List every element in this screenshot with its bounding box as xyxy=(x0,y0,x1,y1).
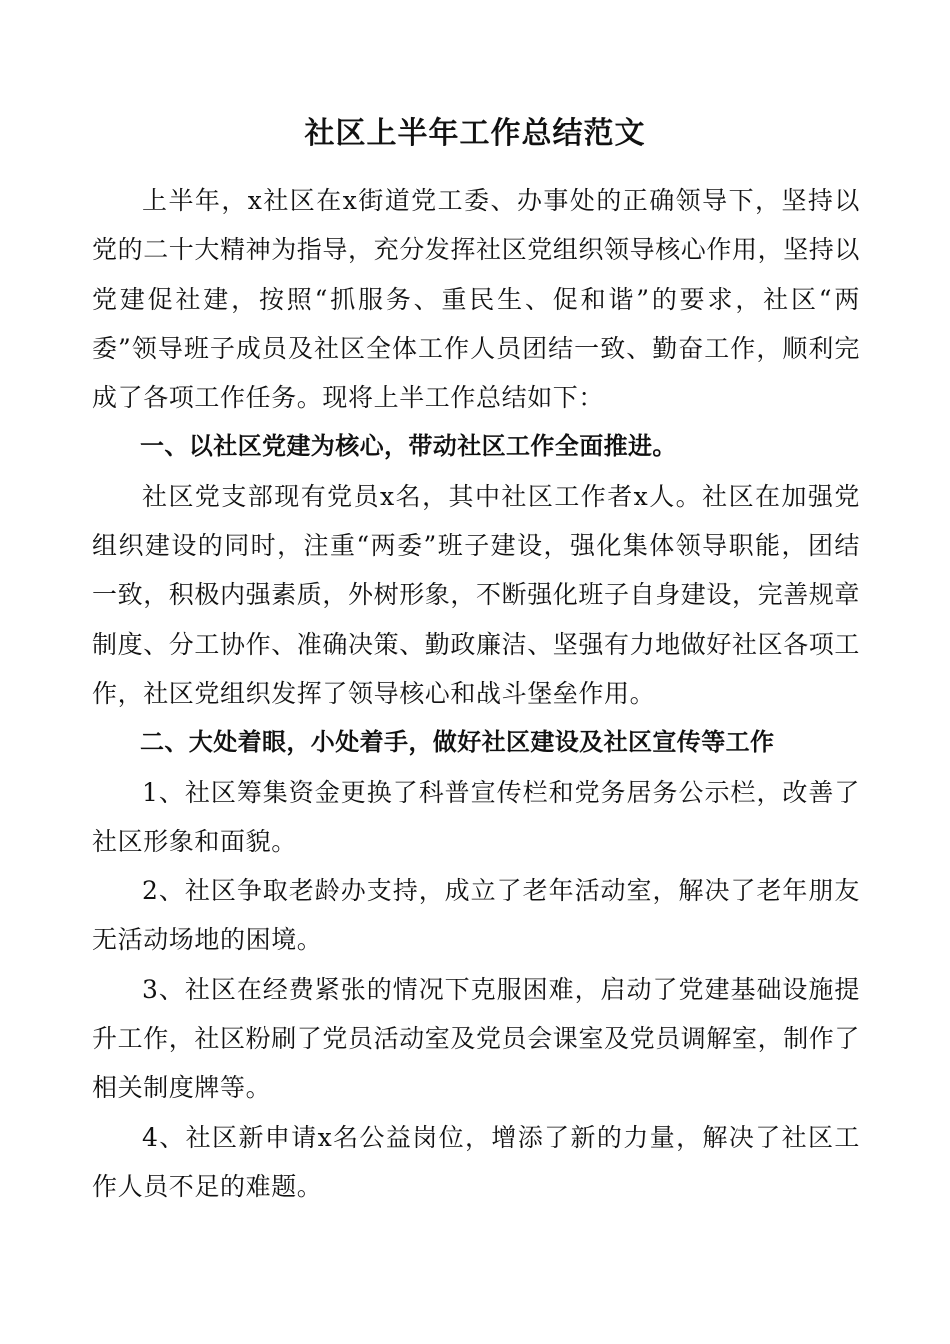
section-1-paragraph: 社区党支部现有党员x名，其中社区工作者x人。社区在加强党组织建设的同时，注重“两委”班子建设，强化集体领导职能，团结一致，积极内强素质，外树形象，不断强化班子自身建设，完善规章制度、分工协作、准确决策、勤政廉洁、坚强有力地做好社区各项工作，社区党组织发挥了领导核心和战斗堡垒作用。 xyxy=(92,481,861,708)
intro-paragraph: 上半年，x社区在x街道党工委、办事处的正确领导下，坚持以党的二十大精神为指导，充分发挥社区党组织领导核心作用，坚持以党建促社建，按照“抓服务、重民生、促和谐”的要求，社区“两委”领导班子成员及社区全体工作人员团结一致、勤奋工作，顺利完成了各项工作任务。现将上半工作总结如下： xyxy=(92,186,861,413)
list-item-2: 2、社区争取老龄办支持，成立了老年活动室，解决了老年朋友无活动场地的困境。 xyxy=(92,876,860,955)
list-item-1: 1、社区筹集资金更换了科普宣传栏和党务居务公示栏，改善了社区形象和面貌。 xyxy=(92,777,860,856)
document-title: 社区上半年工作总结范文 xyxy=(304,116,646,151)
list-item-4: 4、社区新申请x名公益岗位，增添了新的力量，解决了社区工作人员不足的难题。 xyxy=(92,1122,860,1201)
list-item-3: 3、社区在经费紧张的情况下克服困难，启动了党建基础设施提升工作，社区粉刷了党员活动室及党员会课室及党员调解室，制作了相关制度牌等。 xyxy=(92,974,861,1103)
section-heading-1: 一、以社区党建为核心，带动社区工作全面推进。 xyxy=(140,432,677,461)
section-heading-2: 二、大处着眼，小处着手，做好社区建设及社区宣传等工作 xyxy=(140,728,775,757)
document-body xyxy=(92,176,860,1211)
